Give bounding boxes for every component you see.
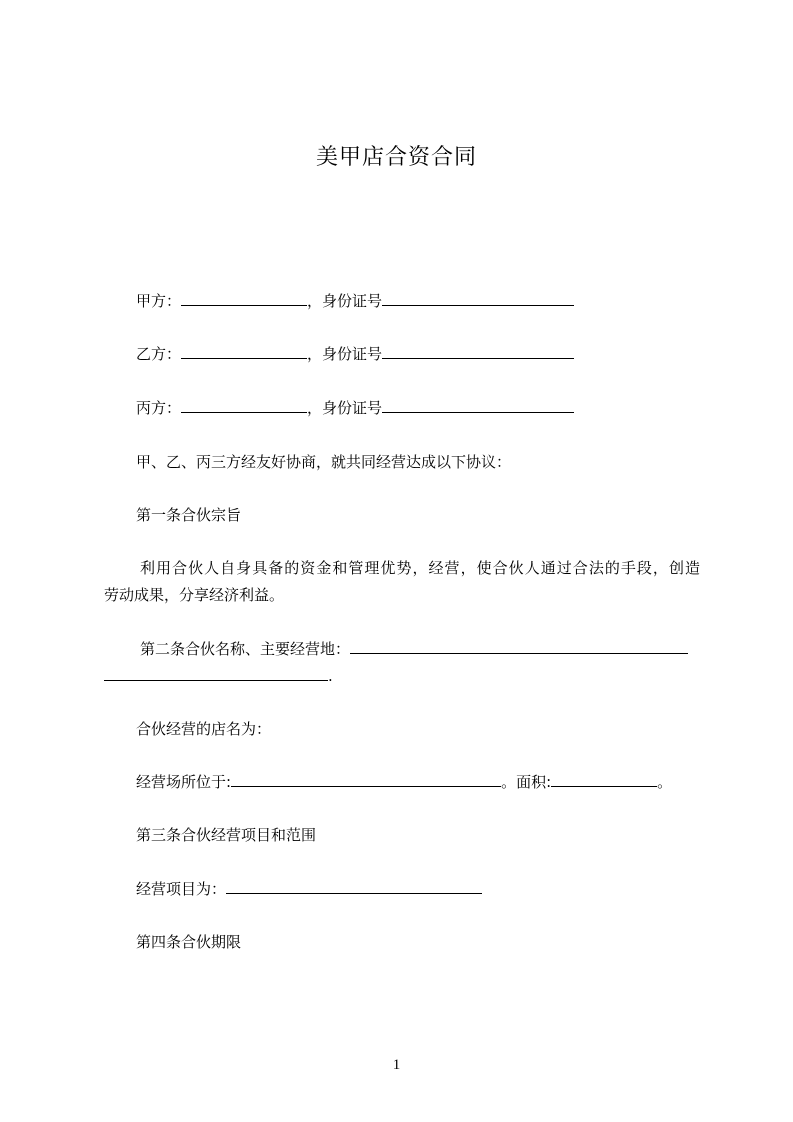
location-line (136, 771, 672, 793)
party-a-name-blank (181, 290, 307, 306)
article-2-continuation (104, 665, 333, 687)
article-2-name-blank (350, 638, 688, 654)
business-items-label: 经营项目为： (136, 880, 227, 898)
store-name-label: 合伙经营的店名为： (136, 720, 272, 738)
party-a-id-label: ，身份证号 (307, 292, 383, 310)
area-end: 。 (657, 773, 673, 791)
document-title: 美甲店合资合同 (315, 145, 477, 170)
article-1-body-line-2: 劳动成果，分享经济利益。 (104, 586, 285, 604)
party-b-name-blank (181, 343, 307, 359)
party-c-line (136, 397, 574, 419)
page-number: 1 (392, 1057, 401, 1073)
party-a-label: 甲方： (136, 292, 182, 310)
article-2-label: 第二条合伙名称、主要经营地： (140, 640, 351, 658)
party-a-id-blank (382, 290, 574, 306)
article-3-heading: 第三条合伙经营项目和范围 (136, 826, 317, 844)
party-b-line (136, 343, 574, 365)
business-items-line (136, 878, 482, 900)
article-1-heading: 第一条合伙宗旨 (136, 506, 242, 524)
business-items-blank (226, 878, 482, 894)
location-blank (231, 771, 501, 787)
party-c-name-blank (181, 397, 307, 413)
area-blank (551, 771, 657, 787)
article-1-body-line-1: 利用合伙人自身具备的资金和管理优势，经营，使合伙人通过合法的手段，创造 (140, 559, 700, 577)
intro-paragraph: 甲、乙、丙三方经友好协商，就共同经营达成以下协议： (136, 453, 512, 471)
article-2-end: . (328, 667, 333, 685)
party-b-id-label: ，身份证号 (307, 345, 383, 363)
party-c-id-blank (382, 397, 574, 413)
location-label: 经营场所位于: (136, 773, 232, 791)
party-c-label: 丙方： (136, 399, 182, 417)
party-a-line (136, 290, 574, 312)
article-4-heading: 第四条合伙期限 (136, 933, 242, 951)
party-c-id-label: ，身份证号 (307, 399, 383, 417)
party-b-label: 乙方： (136, 345, 182, 363)
area-label: 。面积: (501, 773, 552, 791)
article-2-address-blank (104, 665, 328, 681)
party-b-id-blank (382, 343, 574, 359)
article-2-line (140, 638, 688, 660)
